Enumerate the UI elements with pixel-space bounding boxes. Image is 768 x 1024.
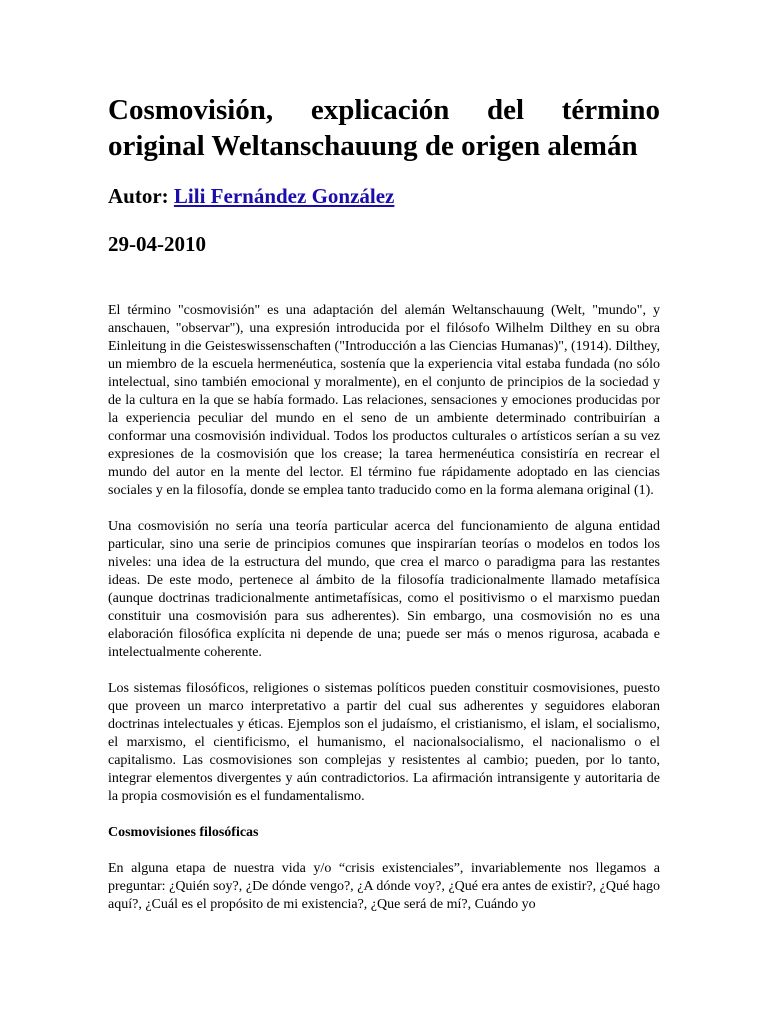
document-page xyxy=(108,92,660,914)
author-link[interactable]: Lili Fernández González xyxy=(173,184,395,208)
article-title: Cosmovisión, explicación del término original Weltanschauung de origen alemán xyxy=(108,94,660,162)
paragraph-4: En alguna etapa de nuestra vida y/o “crisis existenciales”, invariablemente nos llegamos a preguntar: ¿Quién soy?, ¿De dónde vengo?, ¿A dónde voy?, ¿Qué era antes de existir?, ¿Qué hago aquí?, ¿Cuál es el propósito de mi existencia?, ¿Que será de mí?, Cuándo yo xyxy=(108,861,660,912)
paragraph-2: Una cosmovisión no sería una teoría particular acerca del funcionamiento de alguna entidad particular, sino una serie de principios comunes que inspirarían teorías o modelos en todos los niveles: una idea de la estructura del mundo, que crea el marco o paradigma para las restantes ideas. De este modo, pertenece al ámbito de la filosofía tradicionalmente llamado metafísica (aunque doctrinas tradicionalmente antimetafísicas, como el positivismo o el marxismo puedan constituir una cosmovisión para sus adherentes). Sin embargo, una cosmovisión no es una elaboración filosófica explícita ni depende de una; puede ser más o menos rigurosa, acabada e intelectualmente coherente. xyxy=(108,519,660,660)
section-heading: Cosmovisiones filosóficas xyxy=(108,825,259,840)
paragraph-3: Los sistemas filosóficos, religiones o sistemas políticos pueden constituir cosmovisiones, puesto que proveen un marco interpretativo a partir del cual sus adherentes y seguidores elaboran doctrinas intelectuales y éticas. Ejemplos son el judaísmo, el cristianismo, el islam, el socialismo, el marxismo, el cientificismo, el humanismo, el nacionalsocialismo, el nacionalismo o el capitalismo. Las cosmovisiones son complejas y resistentes al cambio; pueden, por lo tanto, integrar elementos divergentes y aún contradictorios. La afirmación intransigente y autoritaria de la propia cosmovisión es el fundamentalismo. xyxy=(108,681,660,804)
author-label: Autor: xyxy=(108,184,174,208)
author-line xyxy=(108,182,660,210)
paragraph-1: El término "cosmovisión" es una adaptación del alemán Weltanschauung (Welt, "mundo", y anschauen, "observar"), una expresión introducida por el filósofo Wilhelm Dilthey en su obra Einleitung in die Geisteswissenschaften ("Introducción a las Ciencias Humanas)", (1914). Dilthey, un miembro de la escuela hermenéutica, sostenía que la experiencia vital estaba fundada (no sólo intelectual, sino también emocional y moralmente), en el conjunto de principios de la sociedad y de la cultura en la que se había formado. Las relaciones, sensaciones y emociones producidas por la experiencia peculiar del mundo en el seno de un ambiente determinado contribuirían a conformar una cosmovisión individual. Todos los productos culturales o artísticos serían a su vez expresiones de la cosmovisión que los crease; la tarea hermenéutica consistiría en recrear el mundo del autor en la mente del lector. El término fue rápidamente adoptado en las ciencias sociales y en la filosofía, donde se emplea tanto traducido como en la forma alemana original (1). xyxy=(108,303,660,498)
publication-date: 29-04-2010 xyxy=(108,232,206,256)
